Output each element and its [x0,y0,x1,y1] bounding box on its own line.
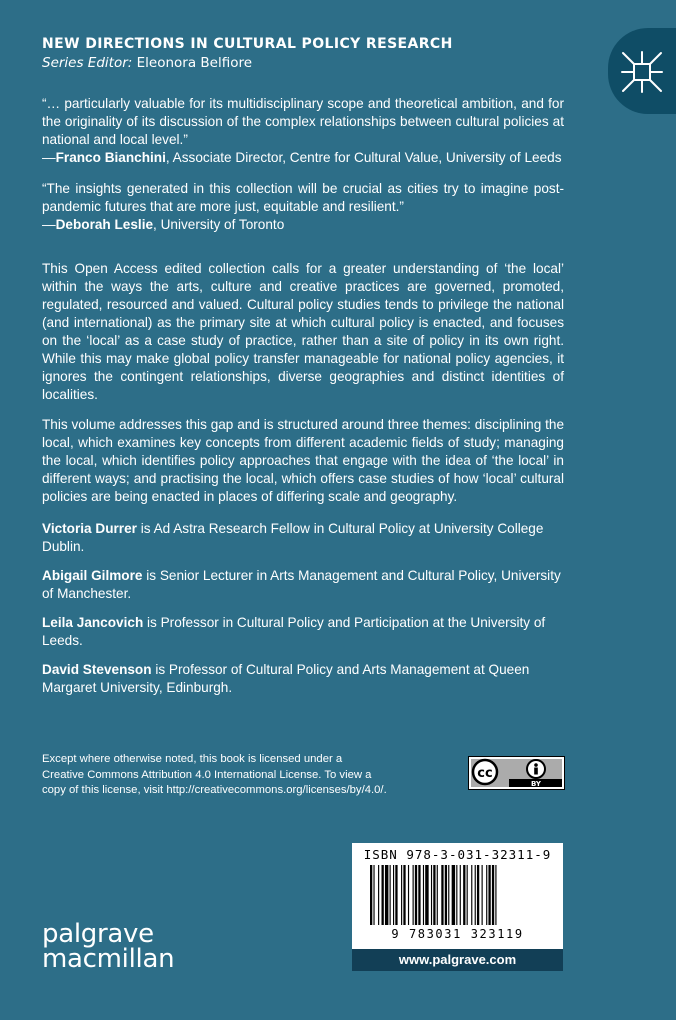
barcode-bar [393,865,394,925]
barcode-bar [460,865,461,925]
author-bio: David Stevenson is Professor of Cultural Policy and Arts Management at Queen Margaret University, Edinburgh. [42,662,530,695]
svg-text:cc: cc [477,766,493,781]
cc-by-badge[interactable] [468,756,565,790]
barcode-bar [475,865,476,925]
barcode-bar [445,865,447,925]
barcode-bar [471,865,472,925]
barcode-bar [373,865,374,925]
barcode-bar [378,865,379,925]
publisher-logo [42,919,175,974]
barcode-bar [433,865,435,925]
barcode-bar [382,865,384,925]
series-editor [42,55,252,71]
barcode-bar [495,865,496,925]
description-paragraph: This volume addresses this gap and is structured around three themes: disciplining the local, which examines key concepts from different academic fields of study; managing the local, which identifies policy approaches that engage with the idea of ‘the local’ in different ways; and practising the local, which offers case studies of how ‘local’ cultural policies are being enacted in places of differing scale and geography. [42,417,564,504]
publisher-name-line1: palgrave [42,919,154,949]
series-editor-name: Eleonora Belfiore [136,55,253,71]
author-bio: Victoria Durrer is Ad Astra Research Fellow in Cultural Policy at University College Dublin. [42,521,544,554]
barcode-bar [370,865,372,925]
license-notice: Except where otherwise noted, this book is licensed under a Creative Commons Attribution 4.0 International License. To view a copy of this license, visit http://creativecommons.org/licenses/by/4.0/. [42,753,387,796]
isbn-label: ISBN 978-3-031-32311-9 [363,847,552,862]
barcode-bar [437,865,438,925]
barcode-bar [413,865,414,925]
publisher-url[interactable]: www.palgrave.com [352,949,563,971]
isbn-barcode-box [352,843,563,949]
author-bio: Abigail Gilmore is Senior Lecturer in Arts Management and Cultural Policy, University of Manchester. [42,568,561,601]
barcode-bar [425,865,428,925]
barcode-bar [452,865,455,925]
publisher-name-line2: macmillan [42,944,175,974]
author-bio: Leila Jancovich is Professor in Cultural Policy and Participation at the University of Leeds. [42,615,546,648]
barcode-digits: 9 783031 323119 [391,927,524,941]
barcode-bar [448,865,449,925]
barcode-bar [385,865,388,925]
endorsement-quote: “… particularly valuable for its multidisciplinary scope and theoretical ambition, and for the originality of its discussion of the complex relationships between cultural policies at national and local level.” —Franco Bianchini, Associate Director, Centre for Cultural Value, University of Leeds [42,96,564,165]
barcode-bar [486,865,487,925]
barcode-bar [431,865,432,925]
barcode-bar [408,865,409,925]
endorsement-quote: “The insights generated in this collection will be crucial as cities try to imagine post-pandemic futures that are more just, equitable and resilient.” —Deborah Leslie, University of Toronto [42,181,564,232]
svg-text:BY: BY [530,780,542,788]
palgrave-logo-tab [608,28,676,114]
quote-author: Deborah Leslie [55,217,154,232]
description-paragraph: This Open Access edited collection calls for a greater understanding of ‘the local’ within the ways the arts, culture and creative practices are governed, promoted, regulated, resourced and valued. Cultural policy studies tends to privilege the national (and international) as the primary site at which cultural policy is enacted, and focuses on the ‘local’ as a case study of practice, rather than a site of policy in its own right. While this may make global policy transfer manageable for national policy agencies, it ignores the contingent relationships, diverse geographies and distinct identities of localities. [42,261,564,402]
barcode-bar [477,865,479,925]
series-editor-role: Series Editor: [42,55,133,71]
series-title: NEW DIRECTIONS IN CULTURAL POLICY RESEARCH [42,36,453,52]
quote-author: Franco Bianchini [55,150,166,165]
barcode-bar [403,865,405,925]
palgrave-logo-icon [619,49,665,95]
barcode-bar [390,865,391,925]
barcode-bar [488,865,490,925]
barcode-bar [441,865,443,925]
barcode-bar [423,865,424,925]
barcode [370,865,546,927]
barcode-bar [463,865,465,925]
barcode-bar [467,865,468,925]
barcode-bar [395,865,397,925]
barcode-bar [415,865,417,925]
barcode-bar [418,865,420,925]
barcode-bar [456,865,457,925]
barcode-bar [482,865,483,925]
cover-text [42,95,564,708]
barcode-bar [492,865,494,925]
barcode-bar [401,865,402,925]
